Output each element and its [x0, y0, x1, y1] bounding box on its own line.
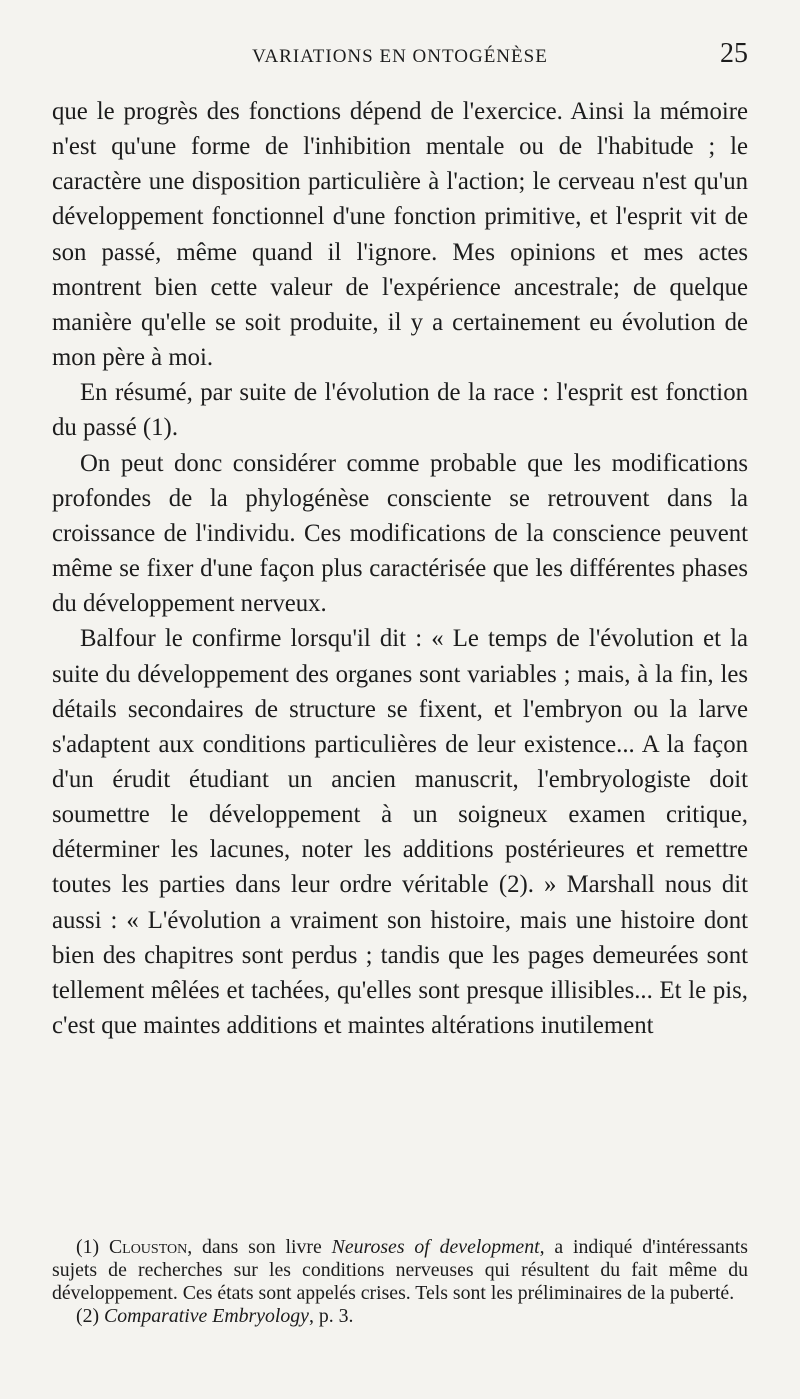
footnote-1-text-after: , a indiqué d'intéressants sujets de recherches sur les conditions nerveuses qui résultent du fait même du développement. Ces états sont appelés crises. Tels sont les préliminaires de la puberté.: [52, 1236, 748, 1304]
page-number: 25: [720, 38, 748, 69]
paragraph-4: Balfour le confirme lorsqu'il dit : « Le temps de l'évolution et la suite du développement des organes sont variables ; mais, à la fin, les détails secondaires de structure se fixent, et l'embryon ou la larve s'adaptent aux conditions particulières de leur existence... A la façon d'un érudit étudiant un ancien manuscrit, l'embryologiste doit soumettre le développement à un soigneux examen critique, déterminer les lacunes, noter les additions postérieures et remettre toutes les parties dans leur ordre véritable (2). » Marshall nous dit aussi : « L'évolution a vraiment son histoire, mais une histoire dont bien des chapitres sont perdus ; tandis que les pages demeurées sont tellement mêlées et tachées, qu'elles sont presque illisibles... Et le pis, c'est que maintes additions et maintes altérations inutilement: [52, 625, 748, 1040]
footnote-1-marker: (1): [76, 1236, 100, 1258]
footnote-1-text-before: , dans son livre: [187, 1236, 332, 1258]
footnote-1: [52, 1236, 748, 1305]
footnote-2-marker: (2): [76, 1305, 100, 1327]
footnotes: [52, 1236, 748, 1328]
footnote-2-text-after: , p. 3.: [308, 1305, 354, 1327]
footnote-1-author: Clouston: [108, 1236, 188, 1258]
running-title: VARIATIONS EN ONTOGÉNÈSE: [252, 46, 548, 67]
page-header: [52, 38, 748, 78]
footnote-2-book-title: Comparative Embryology: [104, 1305, 309, 1327]
footnote-2: [52, 1305, 748, 1328]
paragraph-2: En résumé, par suite de l'évolution de la race : l'esprit est fonction du passé (1).: [52, 379, 748, 442]
footnote-1-book-title: Neuroses of development: [331, 1236, 540, 1258]
paragraph-1: que le progrès des fonctions dépend de l'exercice. Ainsi la mémoire n'est qu'une forme de l'inhibition mentale ou de l'habitude ; le caractère une disposition particulière à l'action; le cerveau n'est qu'un développement fonctionnel d'une fonction primitive, et l'esprit vit de son passé, même quand il l'ignore. Mes opinions et mes actes montrent bien cette valeur de l'expérience ancestrale; de quelque manière qu'elle se soit produite, il y a certainement eu évolution de mon père à moi.: [52, 98, 748, 372]
paragraph-3: On peut donc considérer comme probable que les modifications profondes de la phylogénèse consciente se retrouvent dans la croissance de l'individu. Ces modifications de la conscience peuvent même se fixer d'une façon plus caractérisée que les différentes phases du développement nerveux.: [52, 449, 748, 618]
body-text: [52, 94, 748, 1043]
